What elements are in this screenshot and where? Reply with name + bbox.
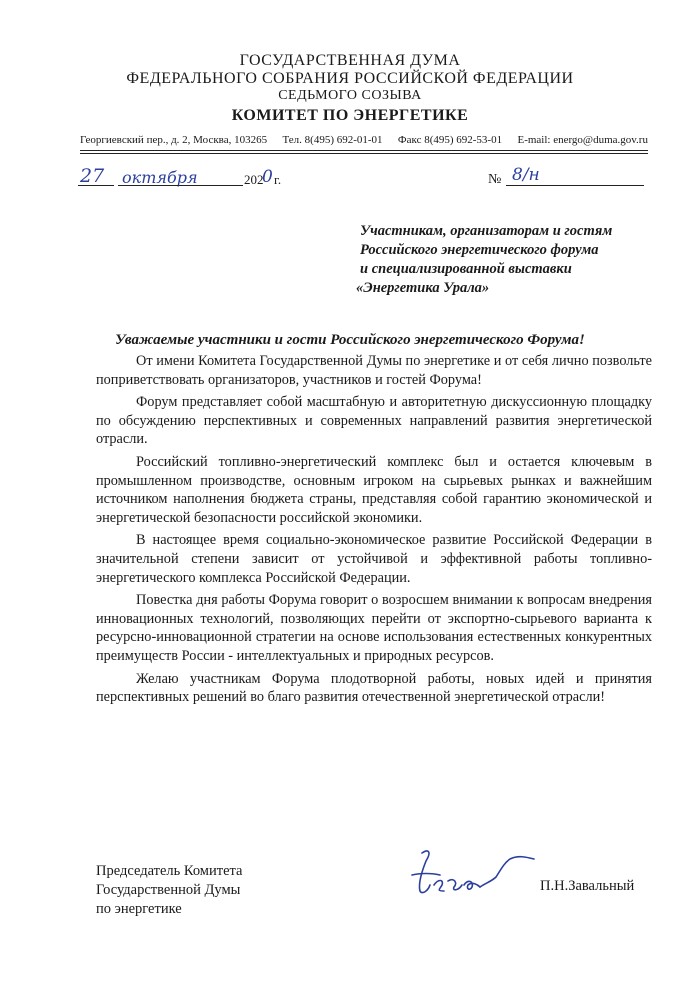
addressee-block	[356, 222, 660, 298]
signatory-title	[96, 862, 242, 919]
year-suffix: г.	[274, 172, 282, 187]
number-line	[506, 185, 644, 186]
address: Георгиевский пер., д. 2, Москва, 103265	[80, 134, 268, 146]
signatory-name: П.Н.Завальный	[540, 878, 635, 894]
signatory-title-line: по энергетике	[96, 901, 182, 917]
signatory-title-line: Государственной Думы	[96, 882, 241, 898]
addressee-line: «Энергетика Урала»	[356, 280, 490, 296]
date-day-line	[78, 185, 114, 186]
date-month: октября	[122, 168, 198, 187]
letterhead-line-3: СЕДЬМОГО СОЗЫВА	[278, 88, 422, 103]
year-prefix: 202	[244, 172, 264, 187]
date-day: 27	[80, 165, 105, 187]
addressee-line: Участникам, организаторам и гостям	[360, 223, 613, 239]
email-link[interactable]: E-mail: energo@duma.gov.ru	[517, 134, 648, 146]
date-month-line	[118, 185, 243, 186]
greeting: Уважаемые участники и гости Российского энергетического Форума!	[115, 332, 585, 348]
committee-name: КОМИТЕТ ПО ЭНЕРГЕТИКЕ	[231, 107, 469, 124]
number-value: 8/н	[512, 165, 540, 185]
divider-thin	[80, 153, 648, 154]
paragraph: Повестка дня работы Форума говорит о возросшем внимании к вопросам внедрения инновационных технологий, позволяющих перейти от экспортно-сырьевого варианта к ресурсно-инновационной стратегии на основе использования естественных конкурентных преимуществ России - интеллектуальных и природных ресурсов.	[96, 592, 652, 664]
paragraph: Желаю участникам Форума плодотворной работы, новых идей и принятия перспективных решений во благо развития отечественной энергетической отрасли!	[96, 670, 652, 706]
addressee-line: и специализированной выставки	[360, 261, 572, 277]
letterhead-line-2: ФЕДЕРАЛЬНОГО СОБРАНИЯ РОССИЙСКОЙ ФЕДЕРАЦИИ	[126, 70, 574, 87]
addressee-line: Российского энергетического форума	[360, 242, 599, 258]
paragraph: От имени Комитета Государственной Думы по энергетике и от себя лично позвольте поприветствовать организаторов, участников и гостей Форума!	[96, 353, 652, 388]
signatory-title-line: Председатель Комитета	[96, 863, 243, 879]
divider	[80, 150, 648, 151]
contact-bar	[80, 134, 648, 146]
paragraph: В настоящее время социально-экономическое развитие Российской Федерации в значительной степени зависит от устойчивой и эффективной работы топливно-энергетического комплекса Российской Федерации.	[96, 532, 652, 586]
fax: Факс 8(495) 692-53-01	[397, 134, 503, 146]
paragraph: Российский топливно-энергетический комплекс был и остается ключевым в промышленном производстве, основным игроком на сырьевых рынках и важнейшим источником наполнения бюджета страны, представляя собой гарантию экономической и энергетической безопасности российской экономики.	[96, 453, 652, 526]
letter-body	[96, 352, 652, 711]
letterhead-line-1: ГОСУДАРСТВЕННАЯ ДУМА	[239, 52, 461, 69]
number-label: №	[488, 172, 502, 187]
paragraph: Форум представляет собой масштабную и авторитетную дискуссионную площадку по обсуждению перспективных и современных направлений развития энергетической отрасли.	[96, 394, 652, 448]
year-digit: 0	[262, 167, 273, 187]
phone: Тел. 8(495) 692-01-01	[282, 134, 383, 146]
handwritten-signature	[408, 845, 538, 905]
